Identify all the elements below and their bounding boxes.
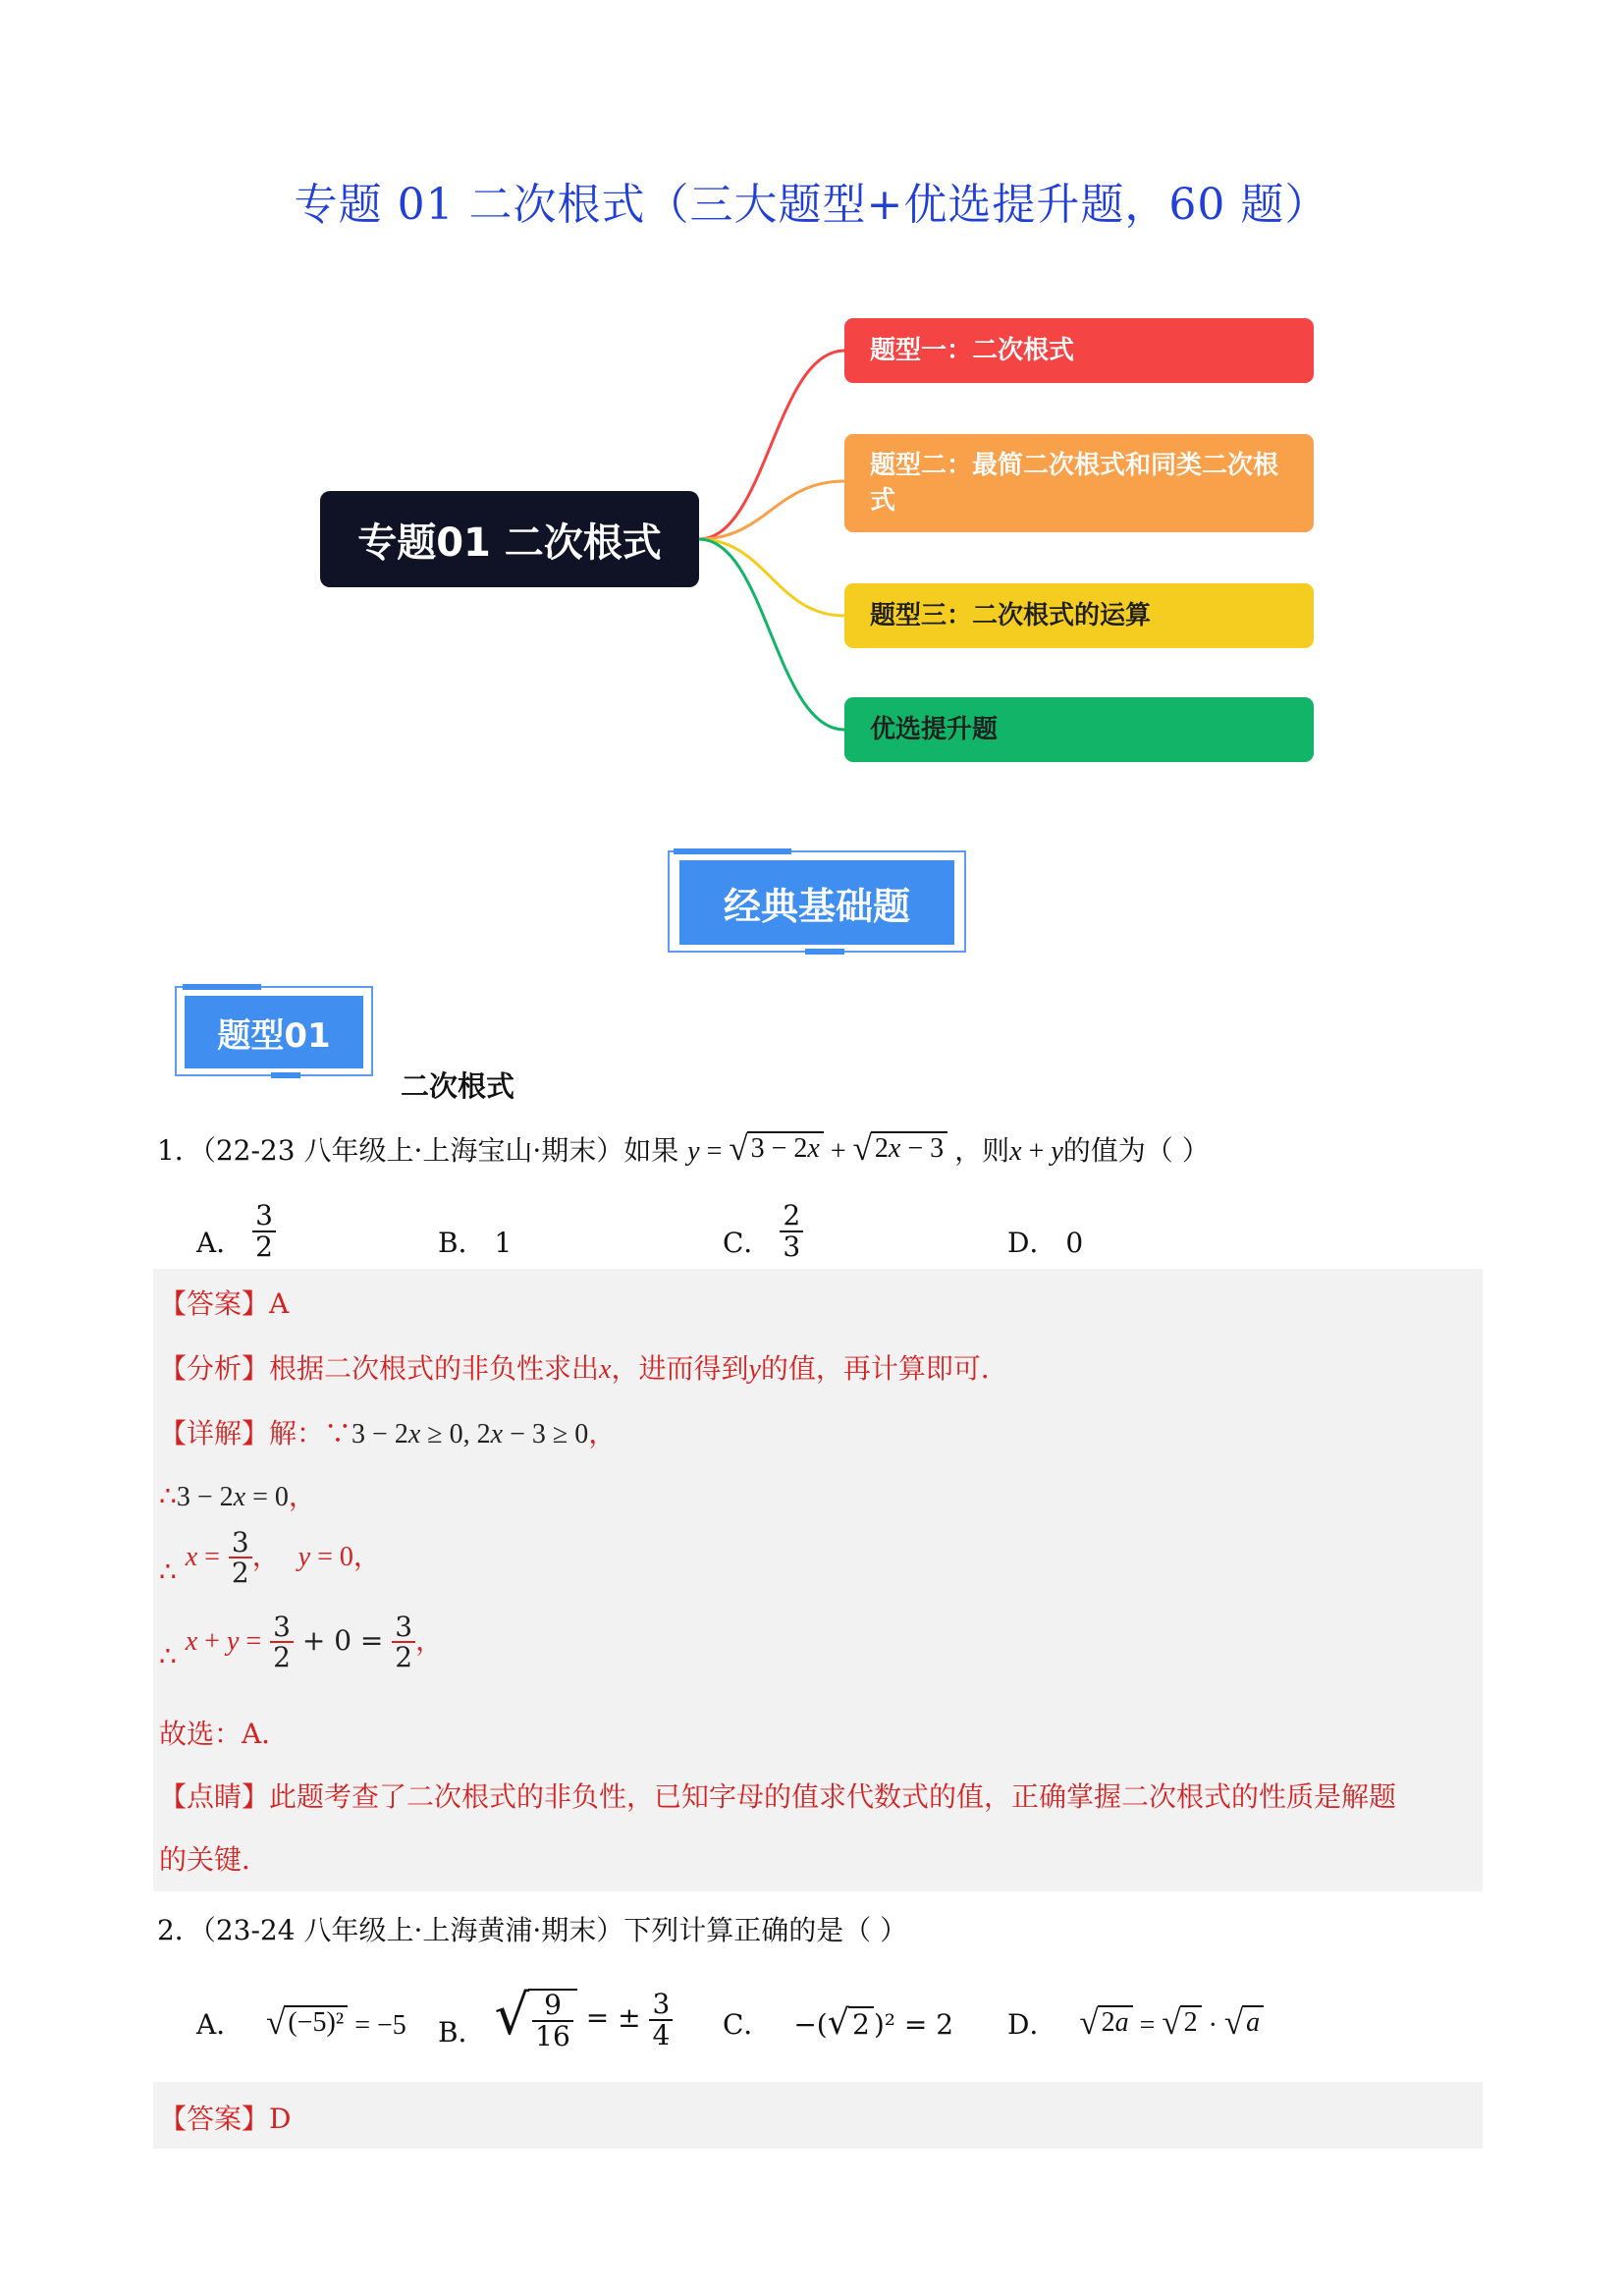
option-fraction: $\frac{3}{2}$ bbox=[252, 1201, 276, 1261]
answer-tag: 【答案】 bbox=[159, 2103, 270, 2135]
option-label: D． bbox=[1007, 2008, 1057, 2041]
question-text: 下列计算正确的是（ ） bbox=[623, 1914, 908, 1946]
document-title: 专题 01 二次根式（三大题型+优选提升题，60 题） bbox=[294, 180, 1329, 230]
question-number: 1． bbox=[157, 1134, 202, 1167]
mindmap-node-label: 优选提升题 bbox=[870, 715, 999, 744]
option-value: 1 bbox=[494, 1227, 513, 1259]
banner-tab bbox=[271, 1072, 300, 1078]
comment-line-1 bbox=[159, 1776, 1396, 1815]
option-d[interactable] bbox=[1007, 1222, 1083, 1261]
option-label: B． bbox=[438, 1227, 486, 1259]
question-formula: y = √ 3 − 2x + √ 2x − 3 bbox=[687, 1136, 954, 1167]
analysis-text: 根据二次根式的非负性求出 bbox=[269, 1352, 600, 1385]
option-label: C． bbox=[723, 1227, 772, 1259]
question-1 bbox=[157, 1129, 1210, 1169]
detail-line-2: ∴3 − 2x = 0， bbox=[159, 1480, 316, 1512]
option-fraction: $\frac{2}{3}$ bbox=[780, 1201, 803, 1261]
option-formula: −( √ 2 )² = 2 bbox=[793, 2003, 954, 2043]
q2-option-c[interactable] bbox=[723, 2003, 953, 2043]
mindmap-node-label: 题型三：二次根式的运算 bbox=[870, 601, 1152, 630]
comment-text: 此题考查了二次根式的非负性，已知字母的值求代数式的值，正确掌握二次根式的性质是解题 bbox=[269, 1780, 1397, 1813]
question-2 bbox=[157, 1909, 907, 1948]
question-number: 2． bbox=[157, 1914, 202, 1946]
option-b[interactable] bbox=[438, 1222, 512, 1261]
detail-tag: 【详解】 bbox=[159, 1417, 270, 1449]
q2-option-d[interactable] bbox=[1007, 2003, 1264, 2043]
detail-line-3: ∴ x = $\frac{3}{2}$ ， y = 0， bbox=[159, 1526, 381, 1590]
mindmap-node-type3 bbox=[844, 583, 1314, 648]
answer-line bbox=[159, 2098, 291, 2137]
question-expression: x + y bbox=[1009, 1136, 1063, 1167]
option-label: A． bbox=[196, 1227, 244, 1259]
option-label: D． bbox=[1007, 1227, 1057, 1259]
final-choice: 故选：A． bbox=[159, 1718, 290, 1750]
answer-box bbox=[153, 2082, 1483, 2149]
option-label: B． bbox=[438, 2016, 486, 2049]
option-label: A． bbox=[196, 2008, 244, 2041]
analysis-text: 的值，再计算即可． bbox=[760, 1352, 1008, 1385]
question-text: ，则 bbox=[954, 1134, 1010, 1167]
answer-tag: 【答案】 bbox=[159, 1287, 270, 1320]
question-source: （22-23 八年级上·上海宝山·期末） bbox=[201, 1134, 624, 1167]
detail-text: 解： bbox=[269, 1417, 325, 1449]
detail-line-4: ∴ x + y = $\frac{3}{2}$ + 0 = $\frac{3}{2}$ ， bbox=[159, 1611, 444, 1674]
banner-tab bbox=[183, 984, 261, 990]
q2-option-a[interactable] bbox=[196, 2003, 406, 2043]
answer-line bbox=[159, 1283, 289, 1322]
option-c[interactable] bbox=[723, 1188, 803, 1261]
type-banner: 题型01 bbox=[185, 996, 363, 1068]
answer-value: D bbox=[269, 2103, 292, 2135]
mindmap-node-label: 题型二：最简二次根式和同类二次根式 bbox=[870, 451, 1279, 516]
question-text: 如果 bbox=[623, 1134, 679, 1167]
mindmap-node-label: 题型一：二次根式 bbox=[870, 336, 1075, 365]
mindmap-node-type1 bbox=[844, 318, 1314, 383]
mindmap-node-advanced bbox=[844, 697, 1314, 762]
option-label: C． bbox=[723, 2008, 772, 2041]
q2-option-b[interactable]: B． √ $\frac{9}{16}$ = ± $\frac{3}{4}$ bbox=[438, 1982, 673, 2050]
answer-value: A bbox=[269, 1287, 290, 1320]
comment-tag: 【点睛】 bbox=[159, 1780, 270, 1813]
question-source: （23-24 八年级上·上海黄浦·期末） bbox=[201, 1914, 624, 1946]
option-value: 0 bbox=[1065, 1227, 1084, 1259]
analysis-tag: 【分析】 bbox=[159, 1352, 270, 1385]
analysis-line: 【分析】根据二次根式的非负性求出x，进而得到y的值，再计算即可． bbox=[159, 1352, 1008, 1385]
option-a[interactable] bbox=[196, 1188, 276, 1261]
mindmap-node-type2 bbox=[844, 434, 1314, 532]
banner-tab bbox=[674, 848, 791, 854]
option-formula: √ $\frac{9}{16}$ bbox=[494, 1989, 576, 2050]
question-text: 的值为（ ） bbox=[1062, 1134, 1210, 1167]
comment-line-2: 的关键． bbox=[159, 1843, 270, 1876]
mindmap-root: 专题01 二次根式 bbox=[320, 491, 699, 587]
type-label: 二次根式 bbox=[401, 1069, 515, 1103]
analysis-text: ，进而得到 bbox=[611, 1352, 749, 1385]
detail-line-1: 【详解】解：∵3 − 2x ≥ 0, 2x − 3 ≥ 0， bbox=[159, 1417, 617, 1449]
option-formula: √ (−5)² = −5 bbox=[266, 2003, 406, 2042]
banner-tab bbox=[805, 949, 844, 955]
section-banner: 经典基础题 bbox=[679, 860, 954, 945]
option-formula: √ 2a = √ 2 · √ a bbox=[1079, 2010, 1264, 2041]
